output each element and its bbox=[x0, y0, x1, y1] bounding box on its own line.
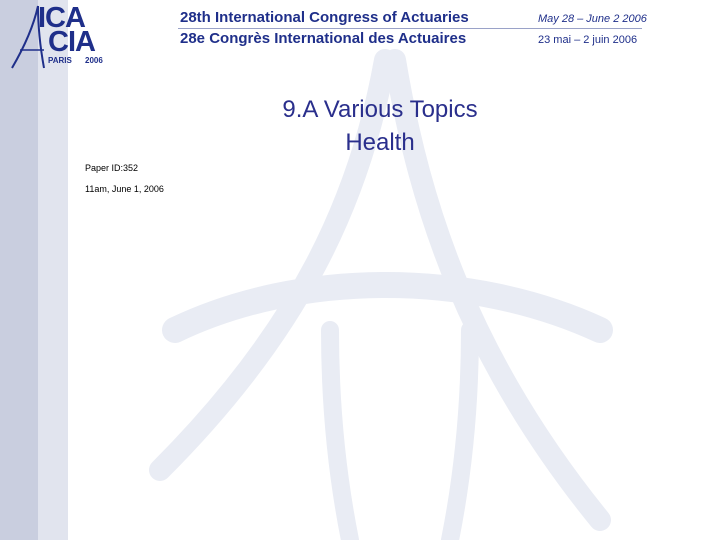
paper-id: Paper ID:352 bbox=[85, 163, 139, 173]
slide-title bbox=[190, 93, 570, 159]
logo-city: PARIS bbox=[48, 56, 72, 65]
session-time: 11am, June 1, 2006 bbox=[85, 184, 164, 194]
congress-logo bbox=[8, 4, 108, 72]
congress-date-english: May 28 – June 2 2006 bbox=[538, 13, 647, 25]
congress-date-french: 23 mai – 2 juin 2006 bbox=[538, 34, 638, 46]
logo-cia: CIA bbox=[48, 26, 95, 58]
congress-title-english: 28th International Congress of Actuaries bbox=[180, 9, 469, 26]
title-line-subject: Health bbox=[345, 129, 415, 156]
logo-year: 2006 bbox=[85, 56, 103, 65]
header-divider bbox=[178, 28, 642, 29]
title-line-topic: 9.A Various Topics bbox=[282, 96, 478, 123]
congress-title-french: 28e Congrès International des Actuaires bbox=[180, 30, 467, 47]
logo-ica: ICA bbox=[38, 2, 85, 34]
